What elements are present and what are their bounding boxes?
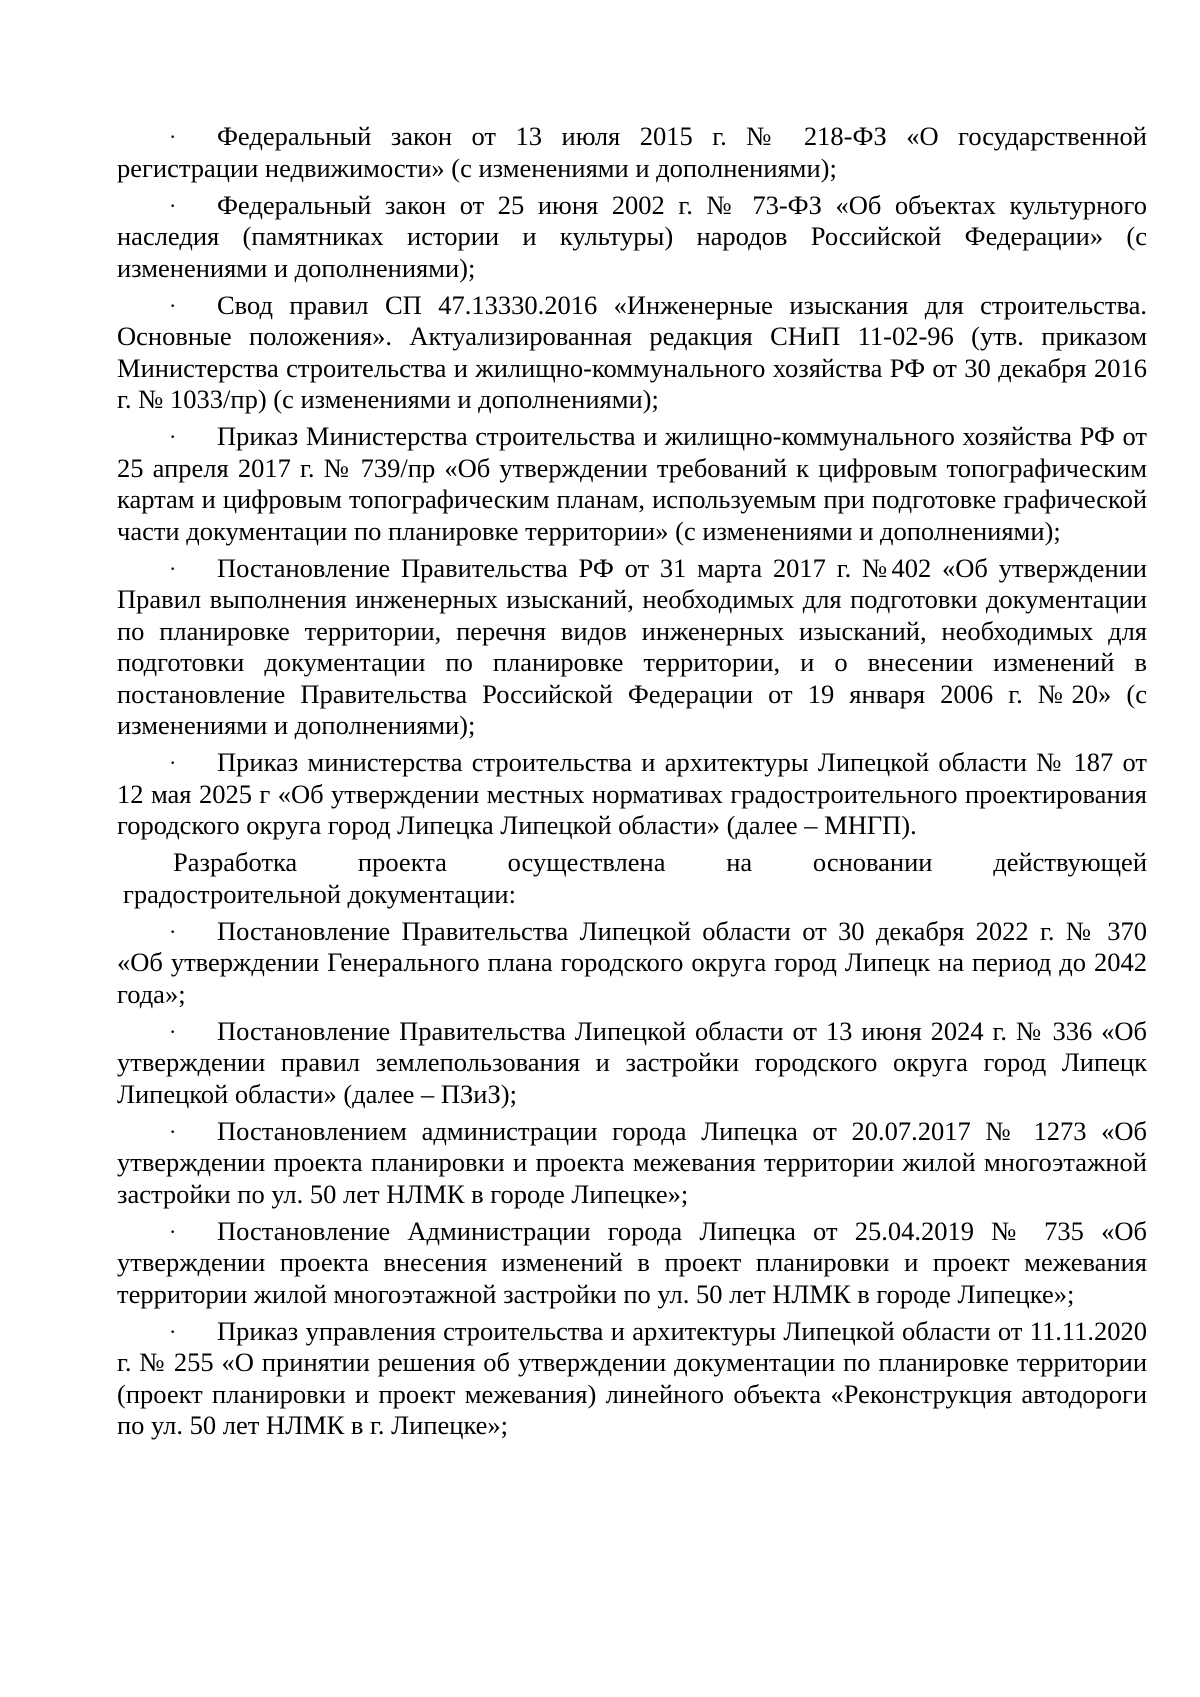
bullet-marker: · bbox=[169, 124, 177, 149]
intro-paragraph-continuation: градостроительной документации: bbox=[123, 878, 516, 909]
list-item bbox=[117, 121, 1147, 184]
bullet-marker: · bbox=[169, 424, 177, 449]
list-item-text: Федеральный закон от 13 июля 2015 г. № 218-ФЗ «О государственной регистрации недвижимости» (с изменениями и дополнениями); bbox=[117, 121, 1147, 183]
bullet-marker: · bbox=[169, 555, 177, 581]
list-item-text: Постановление Правительства РФ от 31 марта 2017 г. №402 «Об утверждении Правил выполнения инженерных изысканий, необходимых для подготовки документации по планировке территории, перечня видов инженерных изысканий, необходимых для подготовки документации по планировке территории, и о внесении изменений в постановление Правительства Российской Федерации от 19 января 2006 г. №20» (с изменениями и дополнениями); bbox=[117, 552, 1147, 740]
bullet-marker: · bbox=[169, 1318, 177, 1344]
bullet-marker: · bbox=[169, 1218, 177, 1244]
list-item-text: Постановление Правительства Липецкой области от 30 декабря 2022 г. № 370 «Об утверждении Генерального плана городского округа город Липецк на период до 2042 года»; bbox=[117, 915, 1147, 1009]
list-item-text: Постановление Правительства Липецкой области от 13 июня 2024 г. № 336 «Об утверждении правил землепользования и застройки городского округа город Липецк Липецкой области» (далее – ПЗиЗ); bbox=[117, 1015, 1147, 1109]
bullet-marker: · bbox=[169, 192, 177, 218]
bullet-marker: · bbox=[169, 918, 177, 944]
document-content bbox=[117, 121, 1147, 1447]
bullet-marker: · bbox=[169, 1118, 177, 1144]
list-item bbox=[117, 290, 1147, 416]
list-item bbox=[117, 1216, 1147, 1311]
list-item-text: Федеральный закон от 25 июня 2002 г. № 73-ФЗ «Об объектах культурного наследия (памятниках истории и культуры) народов Российской Федерации» (с изменениями и дополнениями); bbox=[117, 189, 1147, 283]
list-item bbox=[117, 421, 1147, 547]
list-item bbox=[117, 553, 1147, 742]
list-item-text: Приказ управления строительства и архитектуры Липецкой области от 11.11.2020 г. № 255 «О принятии решения об утверждении документации по планировке территории (проект планировки и проект межевания) линейного объекта «Реконструкция автодороги по ул. 50 лет НЛМК в г. Липецке»; bbox=[117, 1315, 1147, 1440]
list-item bbox=[117, 1016, 1147, 1111]
list-item bbox=[117, 190, 1147, 285]
list-item-text: Приказ министерства строительства и архитектуры Липецкой области № 187 от 12 мая 2025 г «Об утверждении местных нормативах градостроительного проектирования городского округа город Липецка Липецкой области» (далее – МНГП). bbox=[117, 747, 1147, 840]
list-item bbox=[117, 1116, 1147, 1211]
list-item bbox=[117, 1316, 1147, 1442]
list-item bbox=[117, 916, 1147, 1011]
bullet-marker: · bbox=[169, 1018, 177, 1044]
list-item-text: Приказ Министерства строительства и жилищно-коммунального хозяйства РФ от 25 апреля 2017 г. № 739/пр «Об утверждении требований к цифровым топографическим картам и цифровым топографическим планам, используемым при подготовке графической части документации по планировке территории» (с изменениями и дополнениями); bbox=[117, 421, 1147, 546]
list-item-text: Постановление Администрации города Липецка от 25.04.2019 № 735 «Об утверждении проекта внесения изменений в проект планировки и проект межевания территории жилой многоэтажной застройки по ул. 50 лет НЛМК в городе Липецке»; bbox=[117, 1215, 1147, 1309]
intro-paragraph-line: Разработка проекта осуществлена на основании действующей bbox=[173, 847, 1147, 877]
list-item-text: Свод правил СП 47.13330.2016 «Инженерные изыскания для строительства. Основные положения». Актуализированная редакция СНиП 11-02-96 (утв. приказом Министерства строительства и жилищно-коммунального хозяйства РФ от 30 декабря 2016 г. № 1033/пр) (с изменениями и дополнениями); bbox=[117, 289, 1147, 414]
list-item bbox=[117, 747, 1147, 842]
bullet-marker: · bbox=[169, 292, 177, 318]
list-item-text: Постановлением администрации города Липецка от 20.07.2017 № 1273 «Об утверждении проекта планировки и проекта межевания территории жилой многоэтажной застройки по ул. 50 лет НЛМК в городе Липецке»; bbox=[117, 1115, 1147, 1209]
bullet-marker: · bbox=[169, 750, 177, 775]
